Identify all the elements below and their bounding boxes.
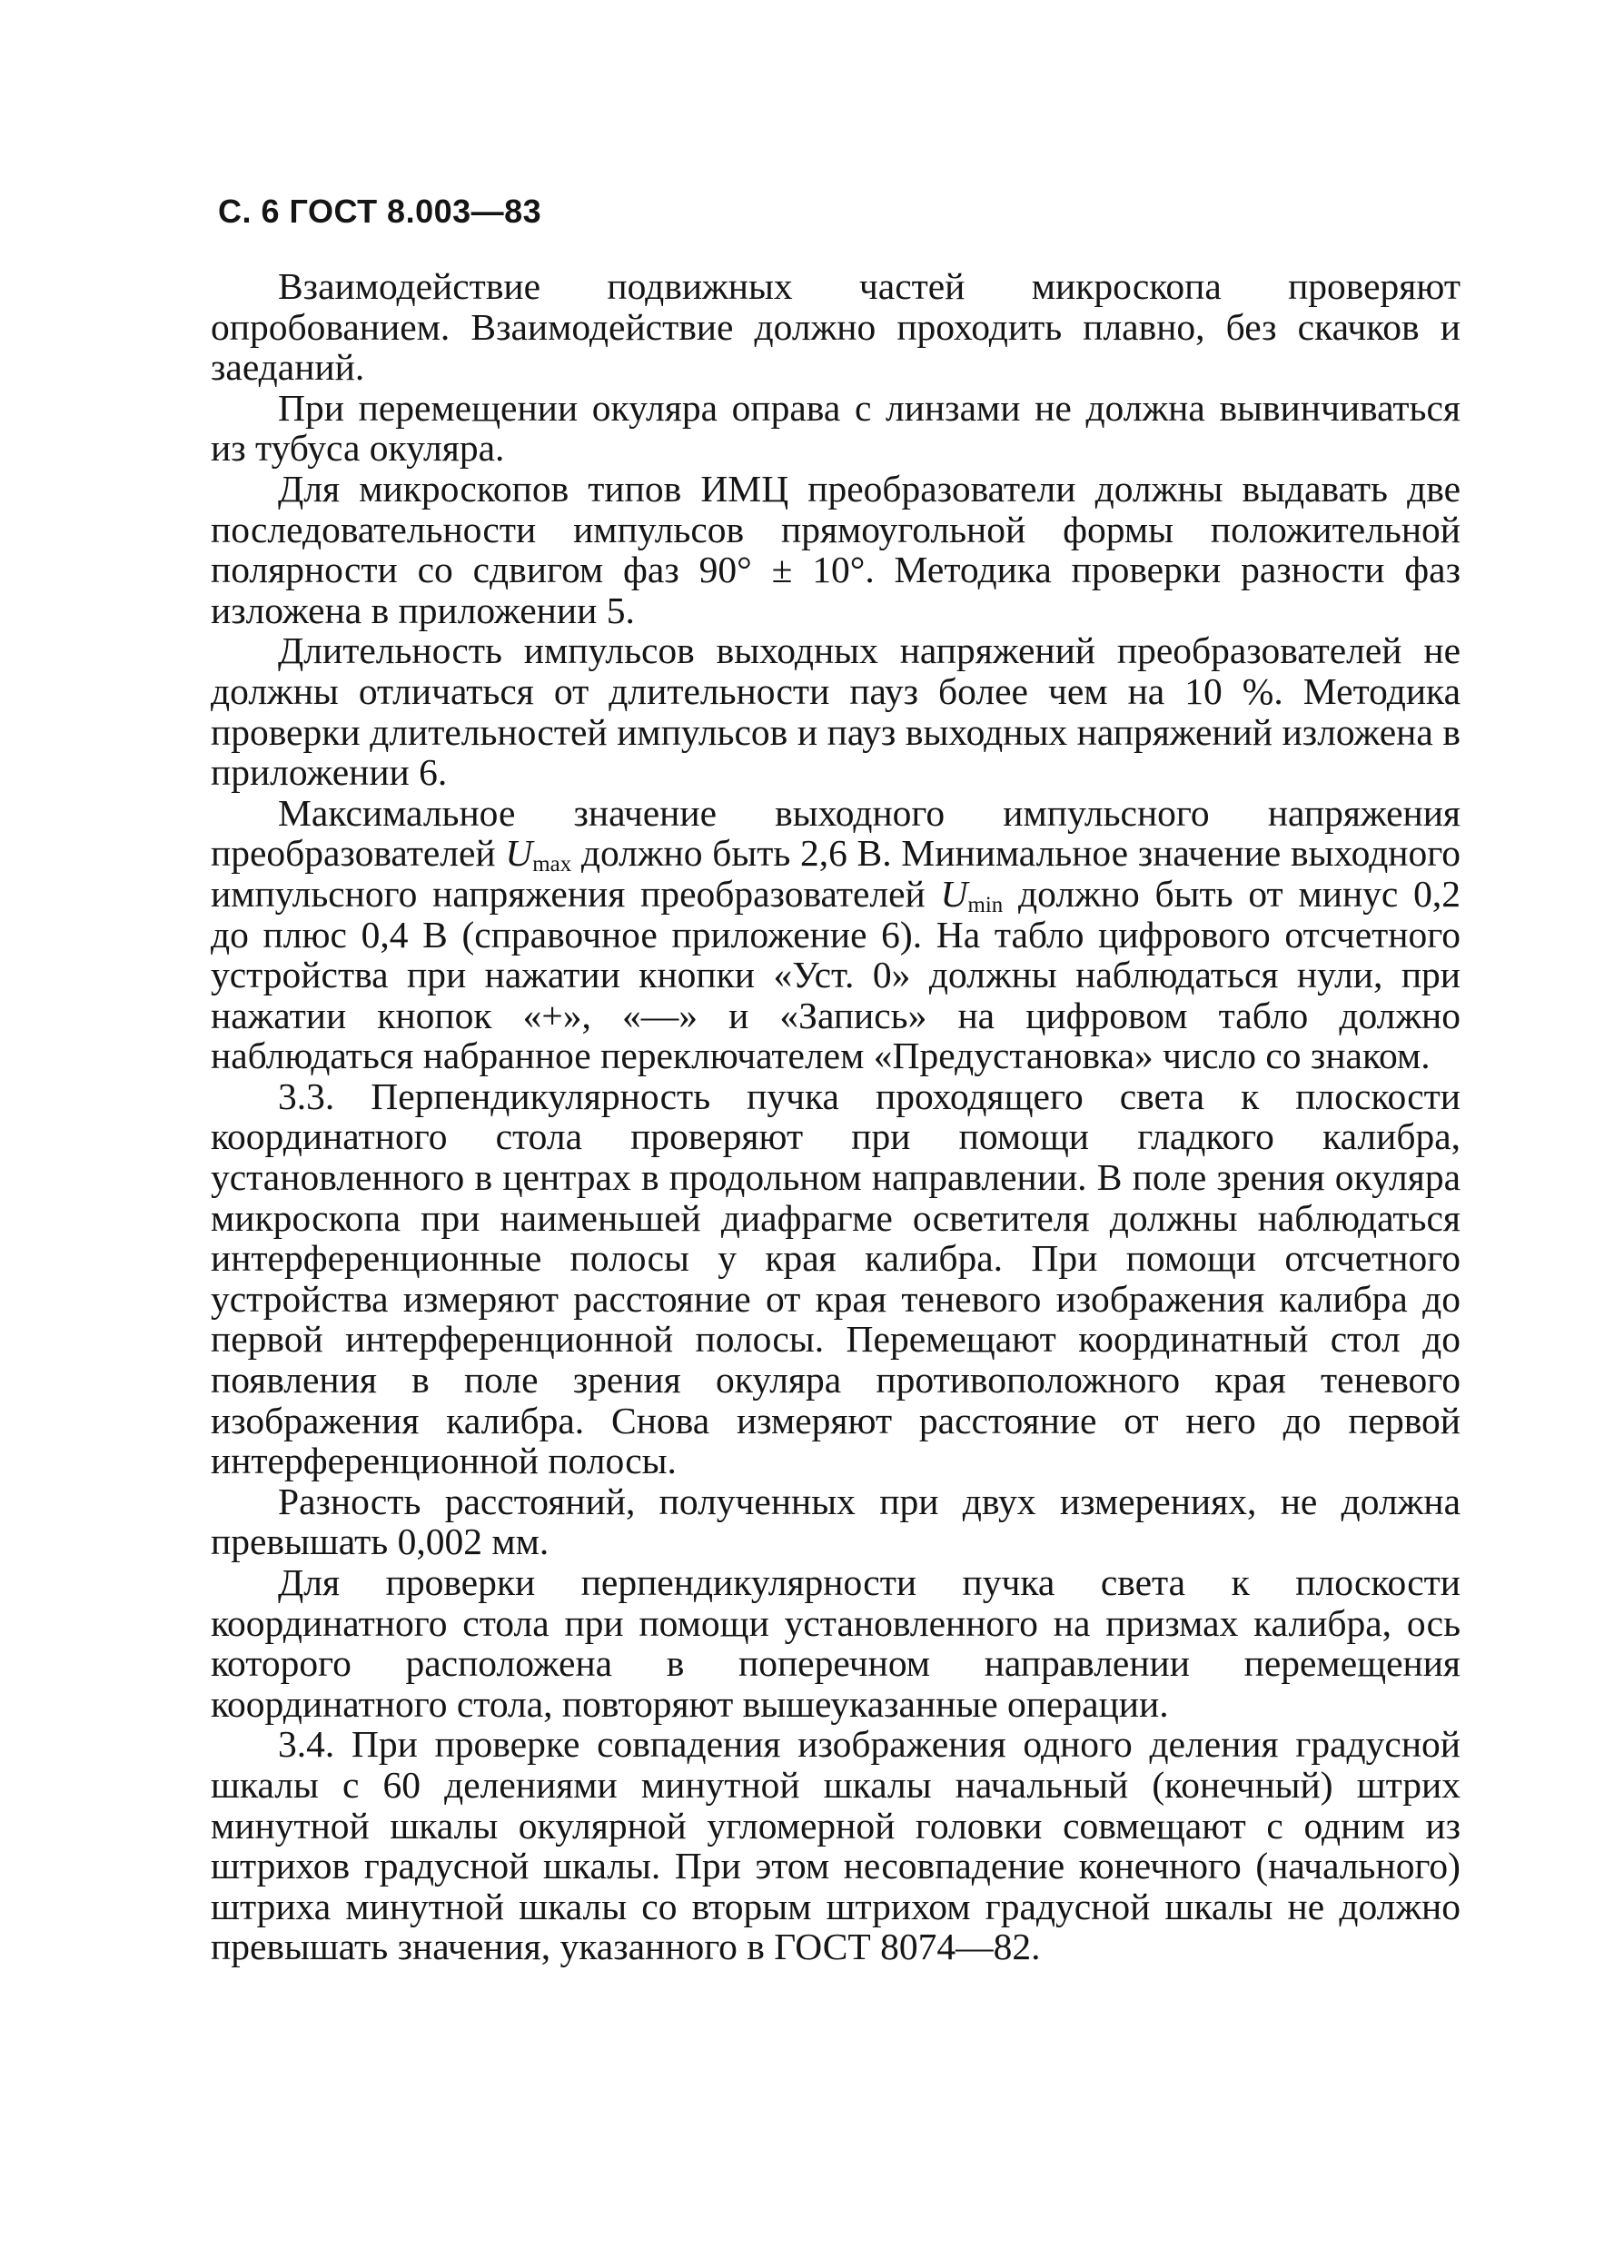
voltage-text-part-2: должно быть 2,6 В. Минимальное значение выходного импульсного напряжения преобразователей xyxy=(211,832,1461,915)
umax-subscript: max xyxy=(532,852,572,877)
voltage-text-part-3: должно быть от минус 0,2 до плюс 0,4 В (справочное приложение 6). На табло цифрового отсчетного устройства при нажатии кнопки «Уст. 0» должны наблюдаться нули, при нажатии кнопок «+», «—» и «Запись» на цифровом табло должно наблюдаться набранное переключателем «Предустановка» число со знаком. xyxy=(211,872,1461,1077)
umax-symbol: U xyxy=(505,832,533,875)
paragraph-interaction-check: Взаимодействие подвижных частей микроскопа проверяют опробованием. Взаимодействие должно проходить плавно, без скачков и заеданий. xyxy=(211,265,1461,389)
paragraph-pulse-duration: Длительность импульсов выходных напряжений преобразователей не должны отличаться от длительности пауз более чем на 10 %. Методика проверки длительностей импульсов и пауз выходных напряжений изложена в приложении 6. xyxy=(211,629,1461,794)
paragraph-perpendicularity-prisms: Для проверки перпендикулярности пучка света к плоскости координатного стола при помощи установленного на призмах калибра, ось которого расположена в поперечном направлении перемещения координатного стола, повторяют вышеуказанные операции. xyxy=(211,1561,1461,1725)
page-header: С. 6 ГОСТ 8.003—83 xyxy=(218,193,542,230)
umax-formula xyxy=(505,832,572,877)
voltage-text-part-1: Максимальное значение выходного импульсного напряжения преобразователей xyxy=(211,791,1461,875)
paragraph-eyepiece-check: При перемещении окуляра оправа с линзами не должна вывинчиваться из тубуса окуляра. xyxy=(211,386,1461,470)
paragraph-distance-difference: Разность расстояний, полученных при двух измерениях, не должна превышать 0,002 мм. xyxy=(211,1480,1461,1563)
paragraph-section-3-4: 3.4. При проверке совпадения изображения одного деления градусной шкалы с 60 делениями минутной шкалы начальный (конечный) штрих минутной шкалы окулярной угломерной головки совмещают с одним из штрихов градусной шкалы. При этом несовпадение конечного (начального) штриха минутной шкалы со вторым штрихом градусной шкалы не должно превышать значения, указанного в ГОСТ 8074—82. xyxy=(211,1723,1461,1968)
umin-subscript: min xyxy=(967,893,1004,918)
umin-formula xyxy=(940,872,1004,918)
umin-symbol: U xyxy=(940,872,968,915)
paragraph-converter-phase: Для микроскопов типов ИМЦ преобразователи должны выдавать две последовательности импульсов прямоугольной формы положительной полярности со сдвигом фаз 90° ± 10°. Методика проверки разности фаз изложена в приложении 5. xyxy=(211,467,1461,631)
paragraph-section-3-3: 3.3. Перпендикулярность пучка проходящего света к плоскости координатного стола проверяют при помощи гладкого калибра, установленного в центрах в продольном направлении. В поле зрения окуляра микроскопа при наименьшей диафрагме осветителя должны наблюдаться интерференционные полосы у края калибра. При помощи отсчетного устройства измеряют расстояние от края теневого изображения калибра до первой интерференционной полосы. Перемещают координатный стол до появления в поле зрения окуляра противоположного края теневого изображения калибра. Снова измеряют расстояние от него до первой интерференционной полосы. xyxy=(211,1075,1461,1482)
document-body xyxy=(211,266,1461,1967)
paragraph-output-voltage xyxy=(211,793,1461,1076)
